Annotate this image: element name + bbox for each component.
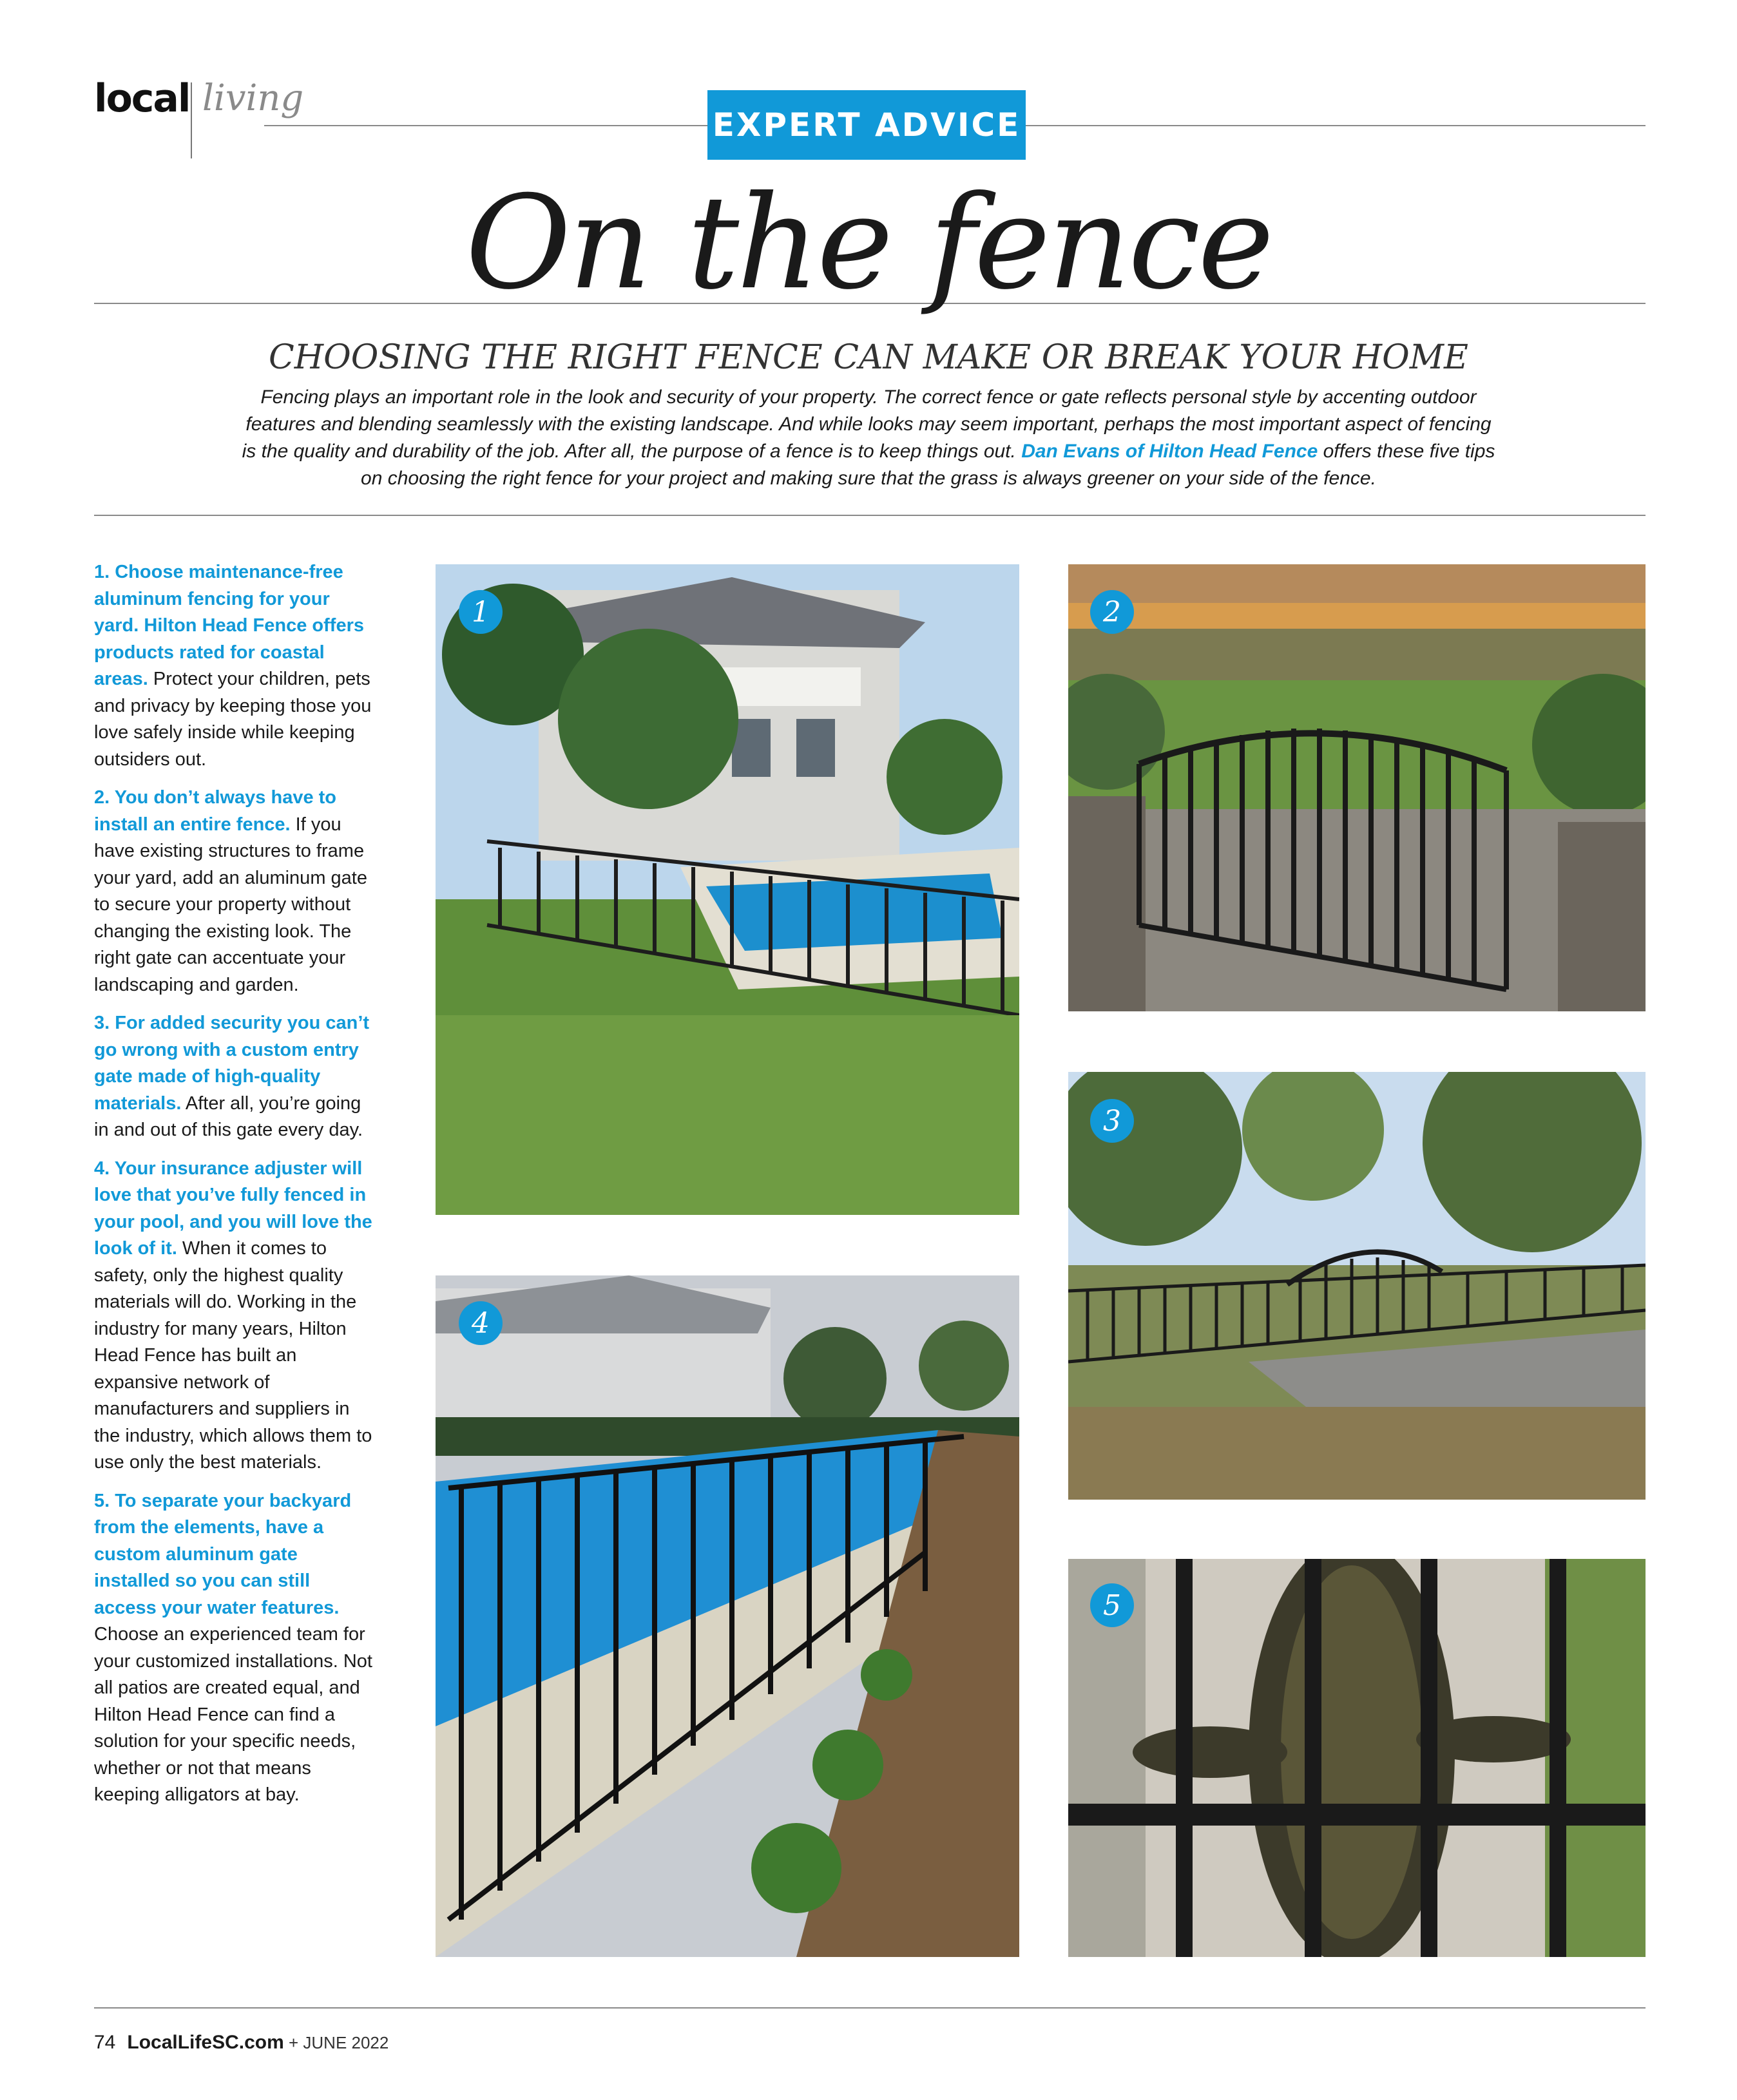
brand-divider (191, 82, 192, 158)
article-title: On the fence (465, 168, 1272, 318)
article-intro (238, 384, 1499, 492)
intro-author-highlight: Dan Evans of Hilton Head Fence (1021, 441, 1318, 462)
garden-gate-photo (1068, 564, 1646, 1011)
tip-heading: 2. You don’t always have to install an entire fence. (94, 787, 337, 835)
intro-text: Fencing plays an important role in the look and security of your property. The correct fence or gate reflects personal style by accenting outdoor features and blending seamlessly with the existing landscape. And while looks may seem important, perhaps the most important aspect of fencing is the quality and durability of the job. After all, the purpose of a fence is to keep things out. (242, 387, 1492, 462)
tips-column (94, 559, 378, 1820)
tip-body: When it comes to safety, only the highest quality materials will do. Working in the industry for many years, Hilton Head Fence has built an expansive network of manufacturers and suppliers in the industry, which allows them to use only the best materials. (94, 1238, 372, 1473)
tip-3 (94, 1010, 378, 1144)
driveway-gate-photo (1068, 1072, 1646, 1500)
pool-fence-photo (436, 564, 1019, 1215)
page-footer (94, 2032, 389, 2054)
intro-rule (94, 515, 1646, 516)
header-rule-left (264, 125, 707, 126)
pool-side-fence-photo (436, 1275, 1019, 1957)
photo-number-badge: 4 (459, 1301, 503, 1345)
brand-logo-local: local (94, 76, 190, 121)
alligator-fence-photo (1068, 1559, 1646, 1957)
tip-5 (94, 1488, 378, 1809)
photo-number-badge: 3 (1090, 1099, 1134, 1143)
article-subtitle: CHOOSING THE RIGHT FENCE CAN MAKE OR BREAK YOUR HOME (269, 338, 1468, 377)
footer-date: + JUNE 2022 (283, 2033, 389, 2052)
intro-text-end: offers these five tips on choosing the right fence for your project and making sure that the grass is always greener on your side of the fence. (361, 441, 1495, 489)
footer-rule (94, 2007, 1646, 2009)
tip-heading: 1. Choose maintenance-free aluminum fencing for your yard. Hilton Head Fence offers products rated for coastal areas. (94, 562, 364, 689)
tip-body: If you have existing structures to frame your yard, add an aluminum gate to secure your property without changing the existing look. The right gate can accentuate your landscaping and garden. (94, 814, 367, 995)
tip-body: Choose an experienced team for your customized installations. Not all patios are created equal, and Hilton Head Fence can find a solution for your specific needs, whether or not that means keeping alligators at bay. (94, 1624, 372, 1805)
tip-heading: 3. For added security you can’t go wrong with a custom entry gate made of high-quality materials. (94, 1013, 370, 1114)
header-rule-right (1026, 125, 1646, 126)
tip-4 (94, 1156, 378, 1476)
tip-body: After all, you’re going in and out of this gate every day. (94, 1093, 363, 1140)
tip-heading: 4. Your insurance adjuster will love that you’ve fully fenced in your pool, and you will love the look of it. (94, 1158, 372, 1259)
tip-heading: 5. To separate your backyard from the elements, have a custom aluminum gate installed so you can still access your water features. (94, 1490, 352, 1618)
photo-number-badge: 2 (1090, 590, 1134, 634)
tip-1 (94, 559, 378, 773)
footer-site: LocalLifeSC.com (127, 2032, 284, 2053)
photo-number-badge: 5 (1090, 1583, 1134, 1627)
tip-2 (94, 785, 378, 998)
tip-body: Protect your children, pets and privacy by keeping those you love safely inside while keeping outsiders out. (94, 669, 372, 770)
page-number: 74 (94, 2032, 116, 2053)
section-badge: EXPERT ADVICE (707, 90, 1026, 160)
brand-logo-living: living (202, 77, 304, 119)
photo-number-badge: 1 (459, 590, 503, 634)
